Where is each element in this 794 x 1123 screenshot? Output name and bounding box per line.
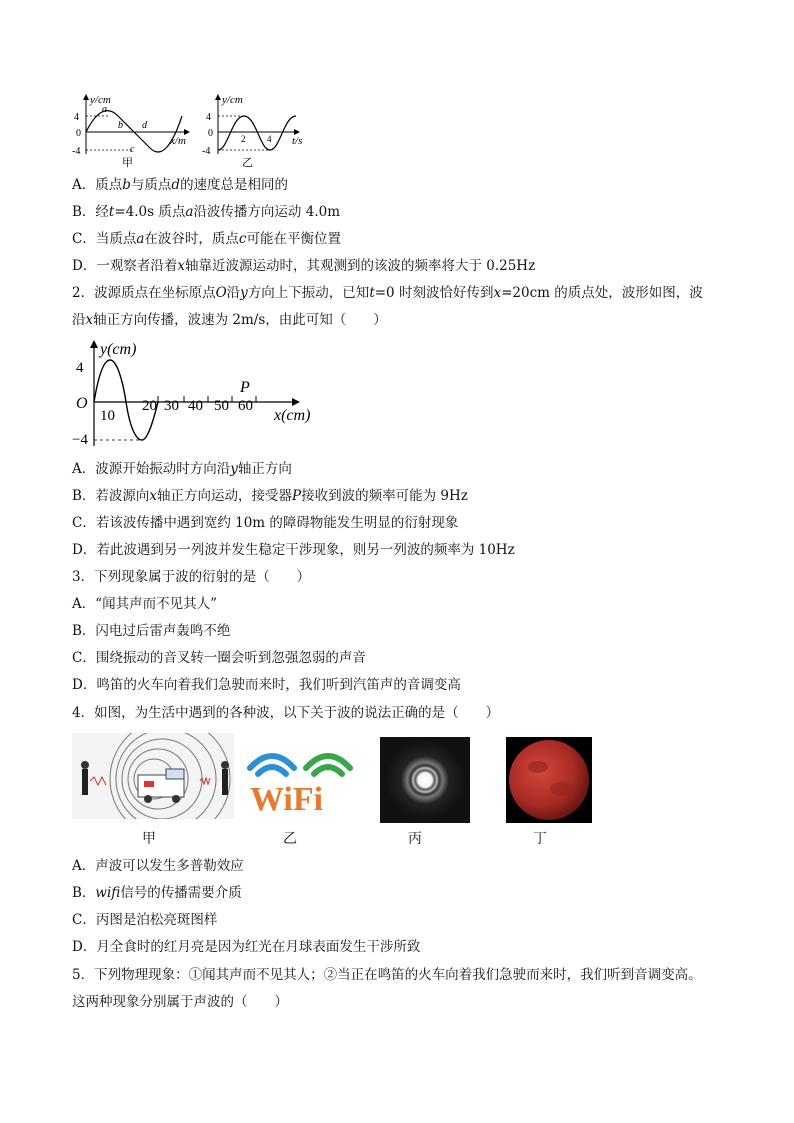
svg-text:2: 2 (241, 134, 246, 144)
svg-text:4: 4 (267, 134, 272, 144)
svg-text:d: d (142, 120, 147, 131)
q2-wave-figure (72, 336, 322, 456)
q1-option-c: C．当质点a在波谷时，质点c可能在平衡位置 (72, 231, 341, 247)
q2-option-c: C．若该波传播中遇到宽约 10m 的障碍物能发生明显的衍射现象 (72, 515, 459, 531)
svg-text:40: 40 (188, 398, 203, 414)
q3-option-d: D．鸣笛的火车向着我们急驶而来时，我们听到汽笛声的音调变高 (72, 677, 461, 693)
svg-text:-4: -4 (72, 146, 81, 157)
svg-text:−4: −4 (72, 432, 88, 448)
svg-text:4: 4 (206, 112, 211, 123)
svg-text:乙: 乙 (242, 157, 253, 169)
image-wifi (244, 740, 356, 818)
q1-option-b: B．经t=4.0s 质点a沿波传播方向运动 4.0m (72, 204, 340, 220)
y-axis-label: y/cm (90, 94, 111, 106)
point-p: P (240, 379, 250, 396)
q4-option-c: C．丙图是泊松亮斑图样 (72, 912, 218, 928)
svg-text:0: 0 (76, 128, 81, 139)
q4-option-d: D．月全食时的红月亮是因为红光在月球表面发生干涉所致 (72, 939, 421, 955)
svg-text:10: 10 (100, 408, 115, 424)
q3-option-b: B．闪电过后雷声轰鸣不绝 (72, 623, 231, 639)
svg-text:c: c (130, 144, 135, 155)
svg-text:-4: -4 (202, 146, 211, 157)
caption-jia: 甲 (142, 831, 156, 847)
x-axis-label: x(cm) (274, 407, 311, 424)
y-axis-arrow (83, 94, 89, 100)
svg-text:30: 30 (164, 398, 179, 414)
graph-yi (202, 94, 302, 169)
svg-text:4: 4 (76, 360, 84, 376)
image-poisson-spot (380, 737, 470, 823)
svg-text:y/cm: y/cm (222, 94, 243, 106)
q4-stem: 4．如图，为生活中遇到的各种波，以下关于波的说法正确的是（ ） (72, 705, 500, 721)
y-axis-label: y(cm) (100, 341, 137, 358)
q3-stem: 3．下列现象属于波的衍射的是（ ） (72, 569, 311, 585)
q4-option-a: A．声波可以发生多普勒效应 (72, 858, 244, 874)
svg-text:t/s: t/s (292, 135, 303, 147)
svg-text:甲: 甲 (122, 157, 133, 169)
q2-option-d: D．若此波遇到另一列波并发生稳定干涉现象，则另一列波的频率为 10Hz (72, 542, 515, 558)
graph-jia (72, 94, 190, 169)
image-red-moon (506, 737, 592, 823)
caption-ding: 丁 (533, 831, 547, 847)
q2-stem-line1: 2．波源质点在坐标原点O沿y方向上下振动，已知t=0 时刻波恰好传到x=20cm 的质点处，波形如图，波 (72, 285, 703, 301)
q3-option-c: C．围绕振动的音叉转一圈会听到忽强忽弱的声音 (72, 650, 366, 666)
svg-text:50: 50 (214, 398, 229, 414)
svg-text:x/m: x/m (170, 135, 186, 147)
caption-bing: 丙 (408, 831, 422, 847)
svg-text:4: 4 (74, 112, 79, 123)
wave-figures-top (72, 92, 312, 170)
svg-text:20: 20 (142, 398, 157, 414)
q1-option-a: A．质点b与质点d的速度总是相同的 (72, 177, 289, 193)
svg-text:a: a (102, 104, 107, 115)
q5-stem-line1: 5．下列物理现象：①闻其声而不见其人；②当正在鸣笛的火车向着我们急驶而来时，我们听到音调变高。 (72, 967, 702, 983)
wifi-text: WiFi (250, 781, 324, 818)
caption-yi: 乙 (283, 831, 297, 847)
q2-option-b: B．若波源向x轴正方向运动，接受器P接收到波的频率可能为 9Hz (72, 488, 468, 504)
q2-stem-line2: 沿x轴正方向传播，波速为 2m/s，由此可知（ ） (72, 312, 387, 328)
q5-stem-line2: 这两种现象分别属于声波的（ ） (72, 994, 288, 1010)
svg-text:b: b (118, 120, 123, 131)
svg-text:O: O (76, 395, 88, 412)
q1-option-d: D．一观察者沿着x轴靠近波源运动时，其观测到的该波的频率将大于 0.25Hz (72, 258, 536, 274)
vibration-curve (218, 116, 296, 150)
svg-text:0: 0 (208, 128, 213, 139)
q4-option-b: B．wifi信号的传播需要介质 (72, 885, 242, 901)
svg-text:60: 60 (238, 398, 253, 414)
image-doppler (72, 733, 234, 819)
q2-option-a: A．波源开始振动时方向沿y轴正方向 (72, 461, 292, 477)
q3-option-a: A．“闻其声而不见其人” (72, 596, 218, 612)
